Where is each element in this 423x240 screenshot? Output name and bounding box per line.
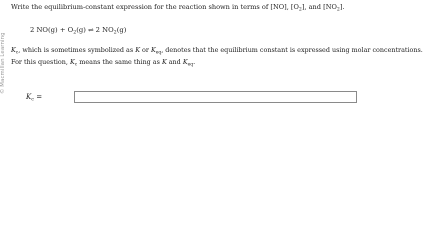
kc-symbol: K: [69, 58, 75, 66]
kc-subscript: c: [74, 62, 78, 68]
copyright-watermark: [0, 14, 9, 94]
question-subscript: 2: [298, 7, 302, 13]
note-text: , which is sometimes symbolized as: [18, 46, 136, 54]
question-text: Write the equilibrium-constant expression for the reaction shown in terms of [NO], [O: [11, 3, 299, 11]
keq-subscript: eq: [187, 62, 194, 68]
kc-expression-input[interactable]: [74, 91, 357, 103]
k-symbol: K: [161, 58, 167, 66]
kc-subscript: c: [31, 96, 34, 103]
keq-subscript: eq: [155, 50, 162, 56]
watermark-text: © Macmillan Learning: [0, 32, 6, 94]
note-text: .: [193, 58, 196, 66]
question-text: ], and [NO: [301, 3, 337, 11]
question-prompt: [11, 3, 346, 11]
kc-answer-label: [26, 93, 42, 101]
question-subscript: 2: [336, 7, 340, 13]
kc-symbol: K: [26, 93, 32, 101]
k-symbol: K: [135, 46, 140, 54]
product-state: (g): [116, 26, 127, 34]
note-text: or: [139, 46, 151, 54]
reactant-subscript: 2: [73, 30, 77, 36]
note-text: and: [166, 58, 183, 66]
reactant-text: 2 NO(g) + O: [30, 26, 74, 34]
equilibrium-arrow-icon: ⇌: [87, 26, 94, 34]
equilibrium-constant-note: [11, 44, 423, 68]
note-text: For this question,: [11, 58, 70, 66]
reactant-state: (g): [76, 26, 86, 34]
kc-subscript: c: [15, 50, 19, 56]
equals-sign: =: [33, 93, 43, 101]
chemical-equation: [30, 26, 126, 34]
note-text: , denotes that the equilibrium constant is expressed using molar concentrations.: [161, 46, 423, 54]
answer-row: [26, 91, 42, 103]
kc-symbol: K: [11, 46, 16, 54]
note-line-1: [11, 44, 423, 56]
product-text: 2 NO: [95, 26, 114, 34]
product-subscript: 2: [113, 30, 117, 36]
keq-symbol: K: [150, 46, 156, 54]
question-text: ].: [339, 3, 345, 11]
note-text: means the same thing as: [77, 58, 162, 66]
note-line-2: [11, 56, 423, 68]
keq-symbol: K: [182, 58, 188, 66]
